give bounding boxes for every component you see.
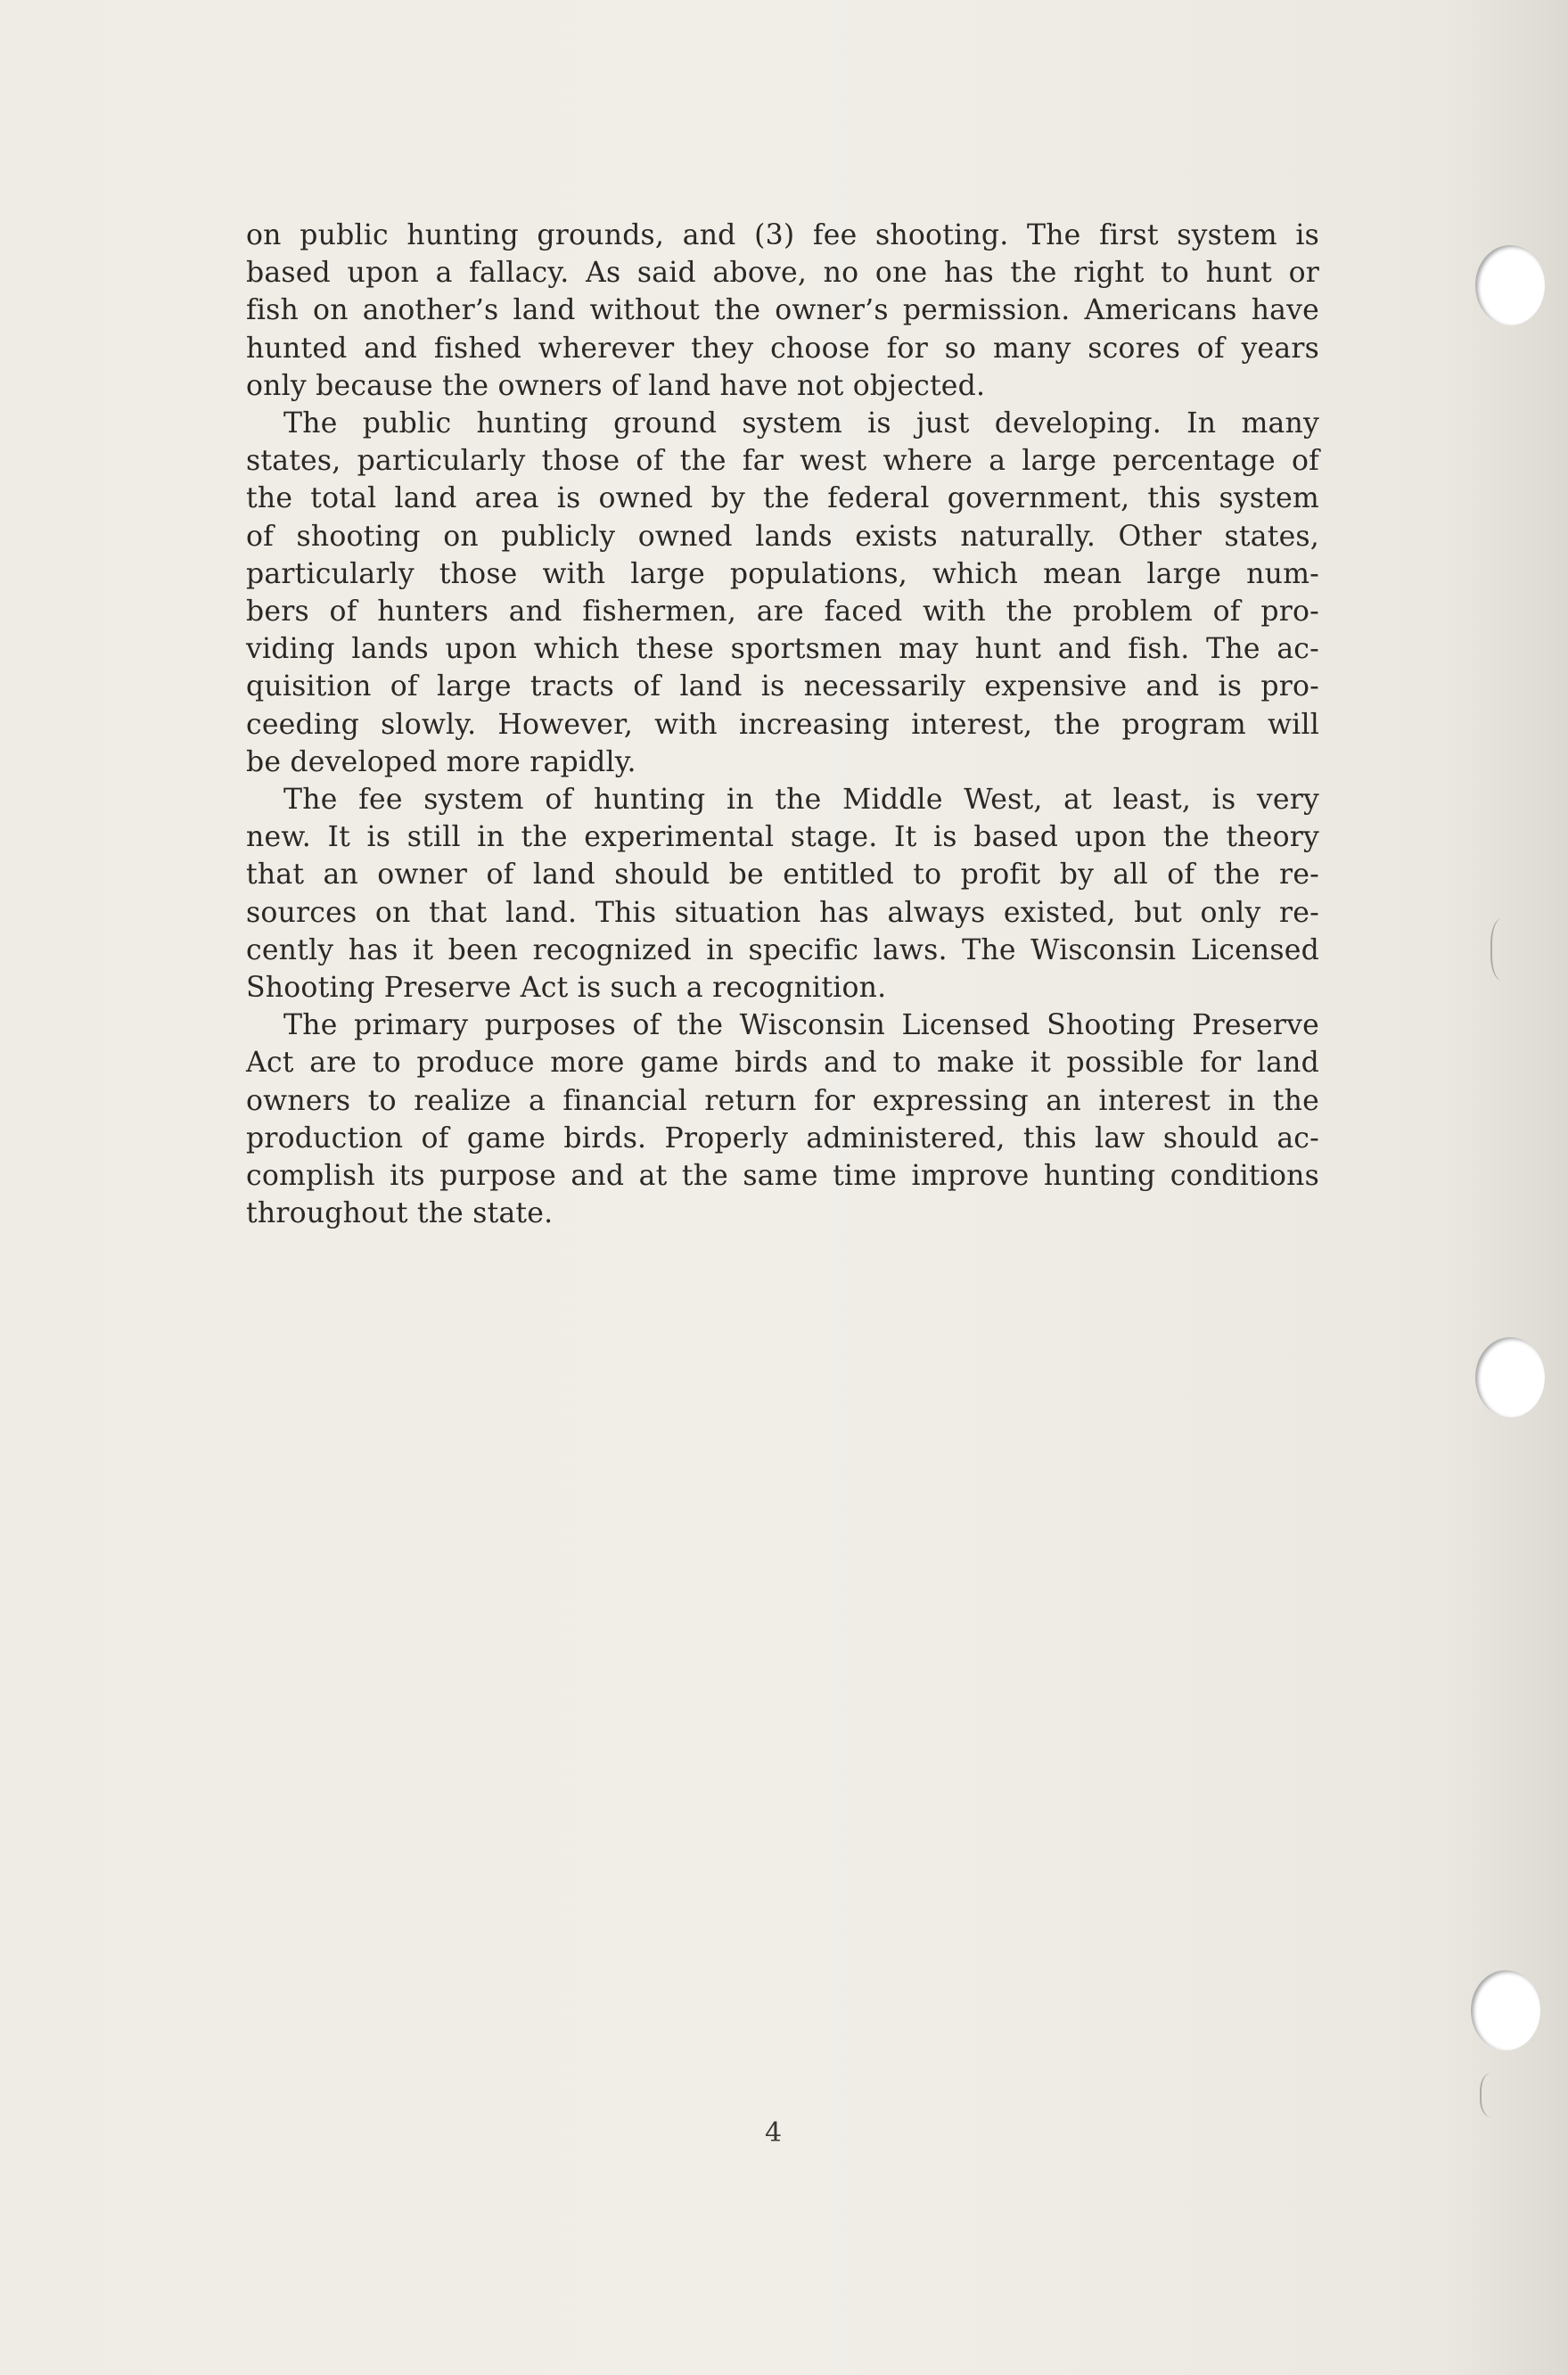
text-line: based upon a fallacy. As said above, no one has the right to hunt or (246, 257, 1319, 290)
text-line: only because the owners of land have not objected. (246, 369, 986, 402)
text-line: cently has it been recognized in specific laws. The Wisconsin Licensed (246, 933, 1319, 966)
text-line: bers of hunters and fishermen, are faced with the problem of pro- (246, 596, 1319, 629)
text-line: throughout the state. (246, 1197, 554, 1230)
punch-hole (1475, 245, 1545, 325)
text-line: production of game birds. Properly administered, this law should ac- (246, 1122, 1319, 1155)
text-line: be developed more rapidly. (246, 745, 636, 778)
paragraph-first-line: The public hunting ground system is just developing. In many (283, 407, 1319, 440)
paragraph-first-line: The primary purposes of the Wisconsin Licensed Shooting Preserve (283, 1009, 1319, 1042)
text-line: sources on that land. This situation has always existed, but only re- (246, 896, 1319, 929)
text-line: new. It is still in the experimental stage. It is based upon the theory (246, 821, 1319, 854)
paragraph-first-line: The fee system of hunting in the Middle West, at least, is very (283, 784, 1319, 817)
text-line: owners to realize a financial return for expressing an interest in the (246, 1084, 1319, 1117)
text-line: that an owner of land should be entitled to profit by all of the re- (246, 859, 1319, 892)
text-line: viding lands upon which these sportsmen may hunt and fish. The ac- (246, 633, 1319, 666)
text-line: on public hunting grounds, and (3) fee shooting. The first system is (246, 219, 1319, 251)
text-line: Shooting Preserve Act is such a recognition. (246, 972, 887, 1005)
punch-hole (1475, 1337, 1545, 1418)
text-line: of shooting on publicly owned lands exists naturally. Other states, (246, 520, 1319, 553)
text-line: Act are to produce more game birds and to make it possible for land (246, 1047, 1319, 1080)
text-line: hunted and fished wherever they choose for so many scores of years (246, 332, 1319, 365)
text-line: fish on another’s land without the owner’s permission. Americans have (246, 294, 1319, 327)
tear-mark (1480, 2073, 1508, 2117)
tear-mark (1490, 918, 1519, 981)
text-line: particularly those with large populations, which mean large num- (246, 557, 1319, 590)
page-number: 4 (765, 2117, 783, 2149)
text-line: the total land area is owned by the federal government, this system (246, 482, 1319, 515)
punch-hole (1471, 1970, 1540, 2050)
text-line: ceeding slowly. However, with increasing interest, the program will (246, 708, 1319, 741)
text-line: complish its purpose and at the same time improve hunting conditions (246, 1160, 1319, 1193)
body-text (246, 217, 1319, 1232)
text-line: states, particularly those of the far west where a large percentage of (246, 445, 1319, 478)
text-line: quisition of large tracts of land is necessarily expensive and is pro- (246, 670, 1319, 703)
